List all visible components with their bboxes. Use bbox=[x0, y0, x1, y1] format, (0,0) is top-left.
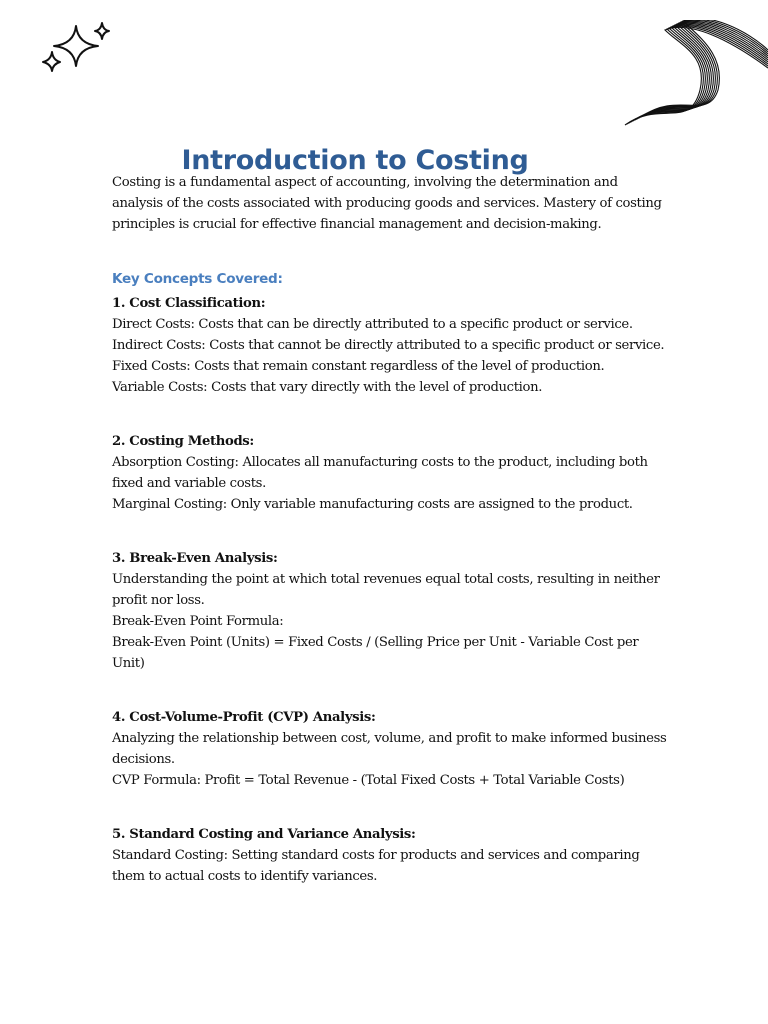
intro-paragraph: Costing is a fundamental aspect of accounting, involving the determination and analysis of the costs associated with producing goods and services. Mastery of costing principles is crucial for effective financial management and decision-making. bbox=[112, 175, 662, 232]
section-line: Direct Costs: Costs that can be directly attributed to a specific product or service. bbox=[112, 317, 633, 332]
section-heading: 2. Costing Methods: bbox=[112, 434, 254, 449]
section-line: Understanding the point at which total revenues equal total costs, resulting in neither profit nor loss. bbox=[112, 572, 660, 608]
section-line: Break-Even Point Formula: bbox=[112, 614, 284, 629]
section-line: Break-Even Point (Units) = Fixed Costs / (Selling Price per Unit - Variable Cost per Unit) bbox=[112, 635, 639, 671]
document-body bbox=[112, 172, 672, 920]
section-5 bbox=[112, 824, 672, 887]
section-heading: 1. Cost Classification: bbox=[112, 296, 266, 311]
sections-list bbox=[112, 293, 672, 887]
wavy-ribbon-icon bbox=[620, 20, 768, 145]
section-line: Variable Costs: Costs that vary directly with the level of production. bbox=[112, 380, 543, 395]
section-heading: 4. Cost-Volume-Profit (CVP) Analysis: bbox=[112, 710, 376, 725]
section-line: Absorption Costing: Allocates all manufacturing costs to the product, including both fixed and variable costs. bbox=[112, 455, 648, 491]
section-heading: 3. Break-Even Analysis: bbox=[112, 551, 278, 566]
page-title: Introduction to Costing bbox=[181, 145, 529, 177]
section-line: Marginal Costing: Only variable manufacturing costs are assigned to the product. bbox=[112, 497, 633, 512]
section-1 bbox=[112, 293, 672, 398]
section-4 bbox=[112, 707, 672, 791]
section-2 bbox=[112, 431, 672, 515]
section-heading: 5. Standard Costing and Variance Analysis: bbox=[112, 827, 416, 842]
sparkle-stars-icon bbox=[38, 20, 118, 75]
section-line: Indirect Costs: Costs that cannot be directly attributed to a specific product or service. bbox=[112, 338, 665, 353]
section-line: CVP Formula: Profit = Total Revenue - (Total Fixed Costs + Total Variable Costs) bbox=[112, 773, 625, 788]
section-line: Standard Costing: Setting standard costs for products and services and comparing them to actual costs to identify variances. bbox=[112, 848, 640, 884]
key-concepts-heading: Key Concepts Covered: bbox=[112, 271, 283, 287]
section-3 bbox=[112, 548, 672, 674]
section-line: Fixed Costs: Costs that remain constant regardless of the level of production. bbox=[112, 359, 605, 374]
section-line: Analyzing the relationship between cost, volume, and profit to make informed business decisions. bbox=[112, 731, 667, 767]
